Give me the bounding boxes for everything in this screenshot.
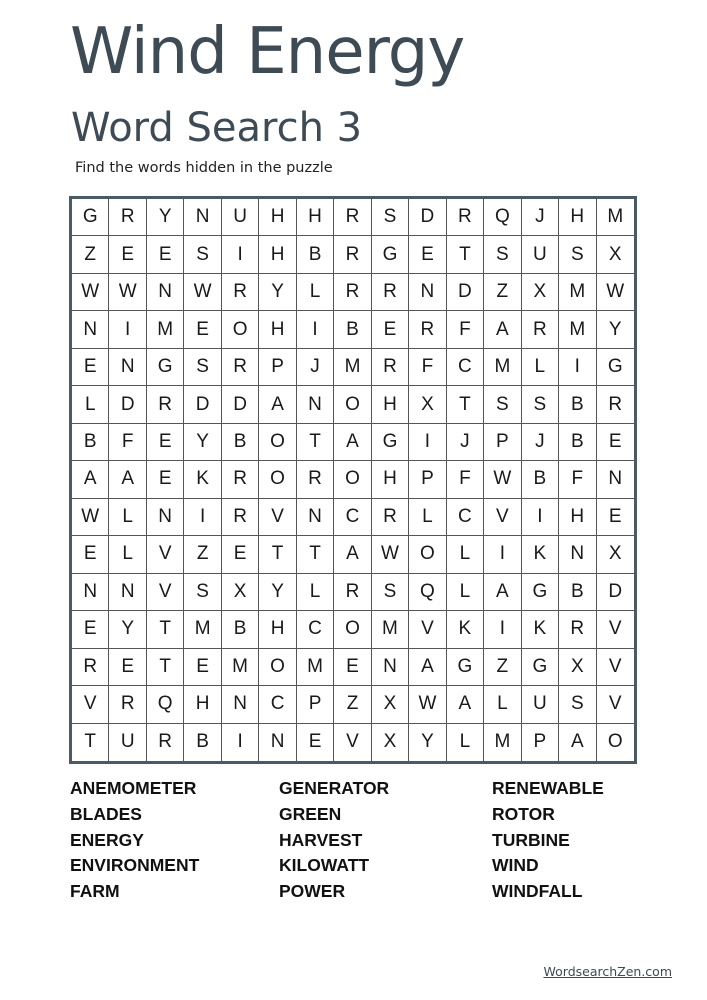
word-item: ENVIRONMENT bbox=[70, 855, 200, 876]
grid-cell[interactable]: E bbox=[147, 236, 184, 273]
grid-cell[interactable]: I bbox=[109, 311, 146, 348]
grid-cell[interactable]: K bbox=[184, 461, 221, 498]
grid-cell[interactable]: E bbox=[109, 649, 146, 686]
grid-cell[interactable]: C bbox=[447, 499, 484, 536]
grid-cell[interactable]: H bbox=[259, 611, 296, 648]
grid-cell[interactable]: X bbox=[597, 536, 634, 573]
grid-cell[interactable]: Y bbox=[259, 574, 296, 611]
page-title: Wind Energy bbox=[70, 15, 465, 89]
grid-cell[interactable]: S bbox=[559, 236, 596, 273]
grid-cell[interactable]: W bbox=[72, 274, 109, 311]
grid-cell[interactable]: A bbox=[72, 461, 109, 498]
grid-cell[interactable]: D bbox=[597, 574, 634, 611]
grid-cell[interactable]: P bbox=[484, 424, 521, 461]
grid-cell[interactable]: R bbox=[559, 611, 596, 648]
grid-cell[interactable]: L bbox=[72, 386, 109, 423]
grid-cell[interactable]: Y bbox=[409, 724, 446, 761]
word-item: ANEMOMETER bbox=[70, 778, 197, 798]
grid-cell[interactable]: I bbox=[222, 236, 259, 273]
word-item: TURBINE bbox=[492, 829, 570, 850]
grid-cell[interactable]: R bbox=[147, 724, 184, 761]
grid-cell[interactable]: H bbox=[372, 461, 409, 498]
grid-cell[interactable]: O bbox=[334, 386, 371, 423]
grid-cell[interactable]: T bbox=[259, 536, 296, 573]
grid-cell[interactable]: I bbox=[222, 724, 259, 761]
grid-cell[interactable]: E bbox=[72, 536, 109, 573]
grid-cell[interactable]: A bbox=[447, 686, 484, 723]
grid-cell[interactable]: S bbox=[184, 574, 221, 611]
grid-cell[interactable]: R bbox=[334, 274, 371, 311]
word-item: ROTOR bbox=[492, 803, 555, 824]
grid-cell[interactable]: S bbox=[484, 386, 521, 423]
grid-cell[interactable]: M bbox=[147, 311, 184, 348]
grid-cell[interactable]: V bbox=[147, 574, 184, 611]
grid-cell[interactable]: R bbox=[222, 274, 259, 311]
word-item: GENERATOR bbox=[279, 778, 390, 798]
grid-cell[interactable]: W bbox=[484, 461, 521, 498]
grid-cell[interactable]: T bbox=[297, 536, 334, 573]
grid-cell[interactable]: M bbox=[372, 611, 409, 648]
word-list-column-3 bbox=[492, 776, 604, 905]
grid-cell[interactable]: L bbox=[447, 536, 484, 573]
grid-cell[interactable]: A bbox=[484, 311, 521, 348]
grid-cell[interactable]: G bbox=[522, 574, 559, 611]
grid-cell[interactable]: Z bbox=[484, 274, 521, 311]
grid-cell[interactable]: R bbox=[109, 686, 146, 723]
grid-cell[interactable]: X bbox=[522, 274, 559, 311]
grid-cell[interactable]: Y bbox=[259, 274, 296, 311]
grid-cell[interactable]: B bbox=[72, 424, 109, 461]
grid-cell[interactable]: E bbox=[184, 649, 221, 686]
word-item: GREEN bbox=[279, 803, 342, 824]
grid-cell[interactable]: X bbox=[559, 649, 596, 686]
grid-cell[interactable]: L bbox=[297, 274, 334, 311]
grid-cell[interactable]: G bbox=[72, 199, 109, 236]
grid-cell[interactable]: N bbox=[297, 499, 334, 536]
grid-cell[interactable]: J bbox=[522, 424, 559, 461]
grid-cell[interactable]: D bbox=[447, 274, 484, 311]
grid-cell[interactable]: U bbox=[109, 724, 146, 761]
grid-cell[interactable]: P bbox=[259, 349, 296, 386]
grid-cell[interactable]: O bbox=[334, 611, 371, 648]
grid-cell[interactable]: R bbox=[597, 386, 634, 423]
grid-cell[interactable]: M bbox=[184, 611, 221, 648]
grid-cell[interactable]: E bbox=[297, 724, 334, 761]
word-item: POWER bbox=[279, 881, 346, 902]
grid-cell[interactable]: Y bbox=[147, 199, 184, 236]
grid-cell[interactable]: R bbox=[409, 311, 446, 348]
grid-cell[interactable]: L bbox=[522, 349, 559, 386]
grid-cell[interactable]: G bbox=[447, 649, 484, 686]
grid-cell[interactable]: I bbox=[484, 611, 521, 648]
grid-cell[interactable]: L bbox=[484, 686, 521, 723]
word-item: KILOWATT bbox=[279, 855, 370, 876]
grid-cell[interactable]: K bbox=[522, 611, 559, 648]
grid-cell[interactable]: D bbox=[109, 386, 146, 423]
grid-cell[interactable]: N bbox=[109, 574, 146, 611]
grid-cell[interactable]: N bbox=[147, 274, 184, 311]
grid-cell[interactable]: G bbox=[147, 349, 184, 386]
grid-cell[interactable]: H bbox=[259, 236, 296, 273]
grid-cell[interactable]: D bbox=[222, 386, 259, 423]
grid-cell[interactable]: S bbox=[184, 349, 221, 386]
grid-cell[interactable]: R bbox=[72, 649, 109, 686]
grid-cell[interactable]: N bbox=[297, 386, 334, 423]
grid-cell[interactable]: R bbox=[222, 349, 259, 386]
grid-cell[interactable]: W bbox=[109, 274, 146, 311]
grid-cell[interactable]: X bbox=[597, 236, 634, 273]
grid-cell[interactable]: A bbox=[334, 536, 371, 573]
grid-cell[interactable]: F bbox=[559, 461, 596, 498]
grid-cell[interactable]: I bbox=[522, 499, 559, 536]
grid-cell[interactable]: B bbox=[334, 311, 371, 348]
grid-cell[interactable]: N bbox=[222, 686, 259, 723]
grid-cell[interactable]: N bbox=[72, 311, 109, 348]
grid-cell[interactable]: L bbox=[109, 499, 146, 536]
grid-cell[interactable]: E bbox=[72, 349, 109, 386]
grid-cell[interactable]: M bbox=[559, 274, 596, 311]
grid-cell[interactable]: E bbox=[597, 499, 634, 536]
grid-cell[interactable]: H bbox=[184, 686, 221, 723]
grid-cell[interactable]: E bbox=[334, 649, 371, 686]
grid-cell[interactable]: T bbox=[447, 386, 484, 423]
grid-cell[interactable]: S bbox=[184, 236, 221, 273]
grid-cell[interactable]: O bbox=[334, 461, 371, 498]
grid-cell[interactable]: R bbox=[222, 499, 259, 536]
grid-cell[interactable]: W bbox=[372, 536, 409, 573]
grid-cell[interactable]: J bbox=[297, 349, 334, 386]
grid-cell[interactable]: L bbox=[409, 499, 446, 536]
grid-cell[interactable]: L bbox=[447, 574, 484, 611]
grid-cell[interactable]: M bbox=[559, 311, 596, 348]
grid-cell[interactable]: W bbox=[409, 686, 446, 723]
grid-cell[interactable]: N bbox=[597, 461, 634, 498]
grid-cell[interactable]: E bbox=[147, 424, 184, 461]
grid-cell[interactable]: V bbox=[259, 499, 296, 536]
grid-cell[interactable]: J bbox=[447, 424, 484, 461]
grid-cell[interactable]: O bbox=[409, 536, 446, 573]
grid-cell[interactable]: G bbox=[522, 649, 559, 686]
grid-cell[interactable]: Y bbox=[597, 311, 634, 348]
grid-cell[interactable]: V bbox=[597, 649, 634, 686]
grid-cell[interactable]: H bbox=[559, 199, 596, 236]
grid-cell[interactable]: C bbox=[447, 349, 484, 386]
grid-cell[interactable]: E bbox=[222, 536, 259, 573]
grid-cell[interactable]: R bbox=[447, 199, 484, 236]
grid-cell[interactable]: N bbox=[184, 199, 221, 236]
grid-cell[interactable]: Y bbox=[109, 611, 146, 648]
grid-cell[interactable]: O bbox=[259, 424, 296, 461]
word-item: ENERGY bbox=[70, 829, 144, 850]
grid-cell[interactable]: B bbox=[184, 724, 221, 761]
grid-cell[interactable]: S bbox=[484, 236, 521, 273]
grid-cell[interactable]: P bbox=[409, 461, 446, 498]
grid-cell[interactable]: R bbox=[297, 461, 334, 498]
grid-cell[interactable]: R bbox=[109, 199, 146, 236]
grid-cell[interactable]: O bbox=[259, 461, 296, 498]
grid-cell[interactable]: L bbox=[447, 724, 484, 761]
grid-cell[interactable]: E bbox=[184, 311, 221, 348]
grid-cell[interactable]: N bbox=[259, 724, 296, 761]
grid-cell[interactable]: R bbox=[147, 386, 184, 423]
grid-cell[interactable]: E bbox=[597, 424, 634, 461]
page-subtitle: Word Search 3 bbox=[71, 105, 363, 151]
grid-cell[interactable]: Z bbox=[184, 536, 221, 573]
grid-cell[interactable]: G bbox=[372, 424, 409, 461]
grid-cell[interactable]: C bbox=[334, 499, 371, 536]
grid-cell[interactable]: M bbox=[484, 349, 521, 386]
grid-cell[interactable]: B bbox=[222, 611, 259, 648]
grid-cell[interactable]: N bbox=[147, 499, 184, 536]
grid-cell[interactable]: I bbox=[484, 536, 521, 573]
grid-cell[interactable]: N bbox=[72, 574, 109, 611]
grid-cell[interactable]: R bbox=[334, 199, 371, 236]
grid-cell[interactable]: M bbox=[484, 724, 521, 761]
grid-cell[interactable]: O bbox=[607, 731, 623, 753]
grid-cell[interactable]: P bbox=[522, 724, 559, 761]
word-item: HARVEST bbox=[279, 829, 363, 850]
grid-cell[interactable]: U bbox=[522, 686, 559, 723]
grid-cell[interactable]: K bbox=[522, 536, 559, 573]
grid-cell[interactable]: B bbox=[222, 424, 259, 461]
word-list bbox=[70, 776, 670, 906]
grid-cell[interactable]: A bbox=[409, 649, 446, 686]
grid-cell[interactable]: S bbox=[559, 686, 596, 723]
grid-cell[interactable]: E bbox=[109, 236, 146, 273]
grid-cell[interactable]: V bbox=[484, 499, 521, 536]
grid-cell[interactable]: N bbox=[409, 274, 446, 311]
grid-cell[interactable]: H bbox=[259, 199, 296, 236]
grid-cell[interactable]: A bbox=[109, 461, 146, 498]
grid-cell[interactable]: I bbox=[297, 311, 334, 348]
grid-cell[interactable]: R bbox=[372, 349, 409, 386]
grid-cell[interactable]: W bbox=[72, 499, 109, 536]
word-item: WIND bbox=[492, 855, 539, 876]
grid-cell[interactable]: D bbox=[184, 386, 221, 423]
grid-cell[interactable]: O bbox=[259, 649, 296, 686]
grid-cell[interactable]: Z bbox=[484, 649, 521, 686]
grid-cell[interactable]: B bbox=[559, 386, 596, 423]
grid-cell[interactable]: V bbox=[597, 611, 634, 648]
grid-cell[interactable]: H bbox=[372, 386, 409, 423]
grid-cell[interactable]: A bbox=[334, 424, 371, 461]
grid-cell[interactable]: F bbox=[109, 424, 146, 461]
grid-cell[interactable]: S bbox=[372, 199, 409, 236]
grid-cell[interactable]: X bbox=[409, 386, 446, 423]
grid-cell[interactable]: Q bbox=[484, 199, 521, 236]
grid-cell[interactable]: U bbox=[222, 199, 259, 236]
grid-cell[interactable]: N bbox=[372, 649, 409, 686]
grid-cell[interactable]: V bbox=[147, 536, 184, 573]
grid-cell[interactable]: T bbox=[147, 611, 184, 648]
word-item: BLADES bbox=[70, 803, 142, 824]
grid-cell[interactable]: K bbox=[447, 611, 484, 648]
grid-cell[interactable]: G bbox=[372, 236, 409, 273]
grid-cell[interactable]: V bbox=[72, 686, 109, 723]
grid-cell[interactable]: R bbox=[334, 574, 371, 611]
grid-cell[interactable]: W bbox=[597, 274, 634, 311]
grid-cell[interactable]: M bbox=[597, 199, 634, 236]
grid-cell[interactable]: Z bbox=[72, 236, 109, 273]
grid-cell[interactable]: L bbox=[297, 574, 334, 611]
grid-cell[interactable]: A bbox=[559, 724, 596, 761]
grid-cell[interactable]: I bbox=[409, 424, 446, 461]
grid-cell[interactable]: Q bbox=[147, 686, 184, 723]
grid-cell[interactable]: X bbox=[372, 686, 409, 723]
grid-cell[interactable]: N bbox=[109, 349, 146, 386]
word-item: FARM bbox=[70, 881, 120, 902]
grid-cell[interactable]: R bbox=[372, 274, 409, 311]
grid-cell[interactable]: J bbox=[522, 199, 559, 236]
grid-cell[interactable]: H bbox=[259, 311, 296, 348]
grid-cell[interactable]: V bbox=[334, 724, 371, 761]
grid-cell[interactable]: E bbox=[372, 311, 409, 348]
grid-cell[interactable]: I bbox=[184, 499, 221, 536]
grid-cell[interactable]: T bbox=[147, 649, 184, 686]
word-list-column-2 bbox=[279, 776, 389, 905]
grid-cell[interactable]: B bbox=[297, 236, 334, 273]
grid-cell[interactable]: C bbox=[297, 611, 334, 648]
grid-cell[interactable]: H bbox=[559, 499, 596, 536]
puzzle-grid bbox=[69, 196, 637, 764]
grid-cell[interactable]: B bbox=[559, 424, 596, 461]
grid-cell[interactable]: E bbox=[72, 611, 109, 648]
grid-cell[interactable]: I bbox=[559, 349, 596, 386]
grid-cell[interactable]: X bbox=[372, 724, 409, 761]
grid-cell[interactable]: P bbox=[297, 686, 334, 723]
grid-cell[interactable]: M bbox=[297, 649, 334, 686]
grid-cell[interactable]: B bbox=[559, 574, 596, 611]
grid-cell[interactable]: Z bbox=[334, 686, 371, 723]
grid-cell[interactable]: Y bbox=[184, 424, 221, 461]
grid-cell[interactable]: M bbox=[222, 649, 259, 686]
grid-cell[interactable]: S bbox=[372, 574, 409, 611]
grid-cell[interactable]: F bbox=[447, 311, 484, 348]
grid-cell[interactable]: H bbox=[297, 199, 334, 236]
word-list-column-1 bbox=[70, 776, 199, 905]
site-link[interactable]: WordsearchZen.com bbox=[543, 964, 672, 979]
grid-cell[interactable]: R bbox=[334, 236, 371, 273]
grid-cell[interactable]: X bbox=[222, 574, 259, 611]
grid-cell[interactable]: E bbox=[147, 461, 184, 498]
grid-cell[interactable]: E bbox=[409, 236, 446, 273]
grid-cell[interactable]: T bbox=[297, 424, 334, 461]
grid-cell[interactable]: R bbox=[522, 311, 559, 348]
grid-cell[interactable]: T bbox=[72, 724, 109, 761]
grid-cell[interactable]: A bbox=[484, 574, 521, 611]
grid-cell[interactable]: G bbox=[597, 349, 634, 386]
grid-cell[interactable]: N bbox=[559, 536, 596, 573]
grid-cell[interactable]: L bbox=[109, 536, 146, 573]
grid-cell[interactable]: C bbox=[259, 686, 296, 723]
grid-cell[interactable]: F bbox=[409, 349, 446, 386]
grid-cell[interactable]: W bbox=[184, 274, 221, 311]
grid-cell[interactable]: B bbox=[522, 461, 559, 498]
word-item: RENEWABLE bbox=[492, 778, 604, 798]
word-item: WINDFALL bbox=[492, 881, 583, 902]
grid-cell[interactable]: M bbox=[334, 349, 371, 386]
grid-cell[interactable]: S bbox=[522, 386, 559, 423]
grid-cell[interactable]: V bbox=[409, 611, 446, 648]
grid-cell[interactable]: A bbox=[259, 386, 296, 423]
grid-cell[interactable]: D bbox=[409, 199, 446, 236]
grid-cell[interactable]: V bbox=[597, 686, 634, 723]
instructions: Find the words hidden in the puzzle bbox=[75, 160, 333, 176]
grid-cell[interactable]: Q bbox=[409, 574, 446, 611]
grid-cell[interactable]: R bbox=[222, 461, 259, 498]
grid-cell[interactable]: F bbox=[447, 461, 484, 498]
grid-cell[interactable]: O bbox=[222, 311, 259, 348]
grid-cell[interactable]: R bbox=[372, 499, 409, 536]
grid-cell[interactable]: U bbox=[522, 236, 559, 273]
grid-cell[interactable]: T bbox=[447, 236, 484, 273]
